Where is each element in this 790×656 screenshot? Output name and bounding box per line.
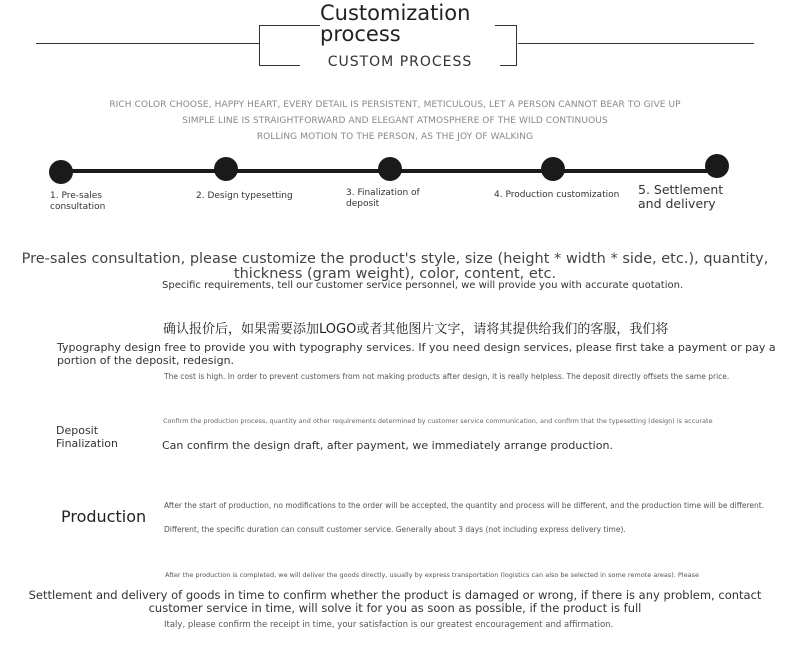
timeline-dot-3 (378, 157, 402, 181)
deposit-note: Confirm the production process, quantity and other requirements determined by customer service communication, and confirm that the typesetting (design) is accurate (163, 417, 713, 425)
settlement-intro: Settlement and delivery of goods in time to confirm whether the product is damaged or wrong, if there is any problem, contact customer service in time, will solve it for you as soon as possible, if the product is full (28, 588, 762, 615)
design-chinese-note: 确认报价后，如果需要添加LOGO或者其他图片文字，请将其提供给我们的客服，我们将 (163, 322, 669, 337)
page-subtitle: CUSTOM PROCESS (300, 54, 500, 70)
settlement-note: After the production is completed, we will deliver the goods directly, usually by express transportation (logistics can also be selected in some remote areas). Please (165, 571, 699, 579)
timeline-dot-2 (214, 157, 238, 181)
step-label-3: 3. Finalization of deposit (346, 188, 420, 209)
timeline-dot-4 (541, 157, 565, 181)
settlement-detail: Italy, please confirm the receipt in time, your satisfaction is our greatest encouragement and affirmation. (164, 620, 614, 630)
production-line-1: After the start of production, no modifications to the order will be accepted, the quantity and process will be different, and the production time will be different. (164, 501, 765, 510)
tagline-line-1: RICH COLOR CHOOSE, HAPPY HEART, EVERY DETAIL IS PERSISTENT, METICULOUS, LET A PERSON CANNOT BEAR TO GIVE UP (109, 100, 681, 110)
step-label-5: 5. Settlement and delivery (638, 182, 724, 211)
step-label-4: 4. Production customization (494, 190, 620, 200)
production-heading: Production (61, 507, 147, 526)
deposit-heading: Deposit Finalization (56, 424, 118, 450)
page-title: Customization process (320, 3, 495, 45)
header-rule-right (518, 43, 754, 44)
deposit-detail: Can confirm the design draft, after payment, we immediately arrange production. (162, 439, 613, 452)
design-detail: The cost is high. In order to prevent customers from not making products after design, it is really helpless. The deposit directly offsets the same price. (164, 372, 730, 381)
presales-detail: Specific requirements, tell our customer service personnel, we will provide you with accurate quotation. (162, 280, 684, 291)
production-line-2: Different, the specific duration can consult customer service. Generally about 3 days (not including express delivery time). (164, 525, 626, 534)
timeline-dot-1 (49, 160, 73, 184)
tagline-line-3: ROLLING MOTION TO THE PERSON, AS THE JOY OF WALKING (256, 132, 534, 142)
step-label-2: 2. Design typesetting (196, 191, 293, 201)
step-label-1: 1. Pre-sales consultation (50, 191, 106, 212)
tagline-line-2: SIMPLE LINE IS STRAIGHTFORWARD AND ELEGANT ATMOSPHERE OF THE WILD CONTINUOUS (182, 116, 608, 126)
design-intro: Typography design free to provide you with typography services. If you need design services, please first take a payment or pay a portion of the deposit, redesign. (57, 341, 776, 367)
timeline-dot-5 (705, 154, 729, 178)
presales-intro: Pre-sales consultation, please customize the product's style, size (height * width * side, etc.), quantity, thickness (gram weight), color, content, etc. (21, 251, 769, 282)
header-rule-left (36, 43, 260, 44)
